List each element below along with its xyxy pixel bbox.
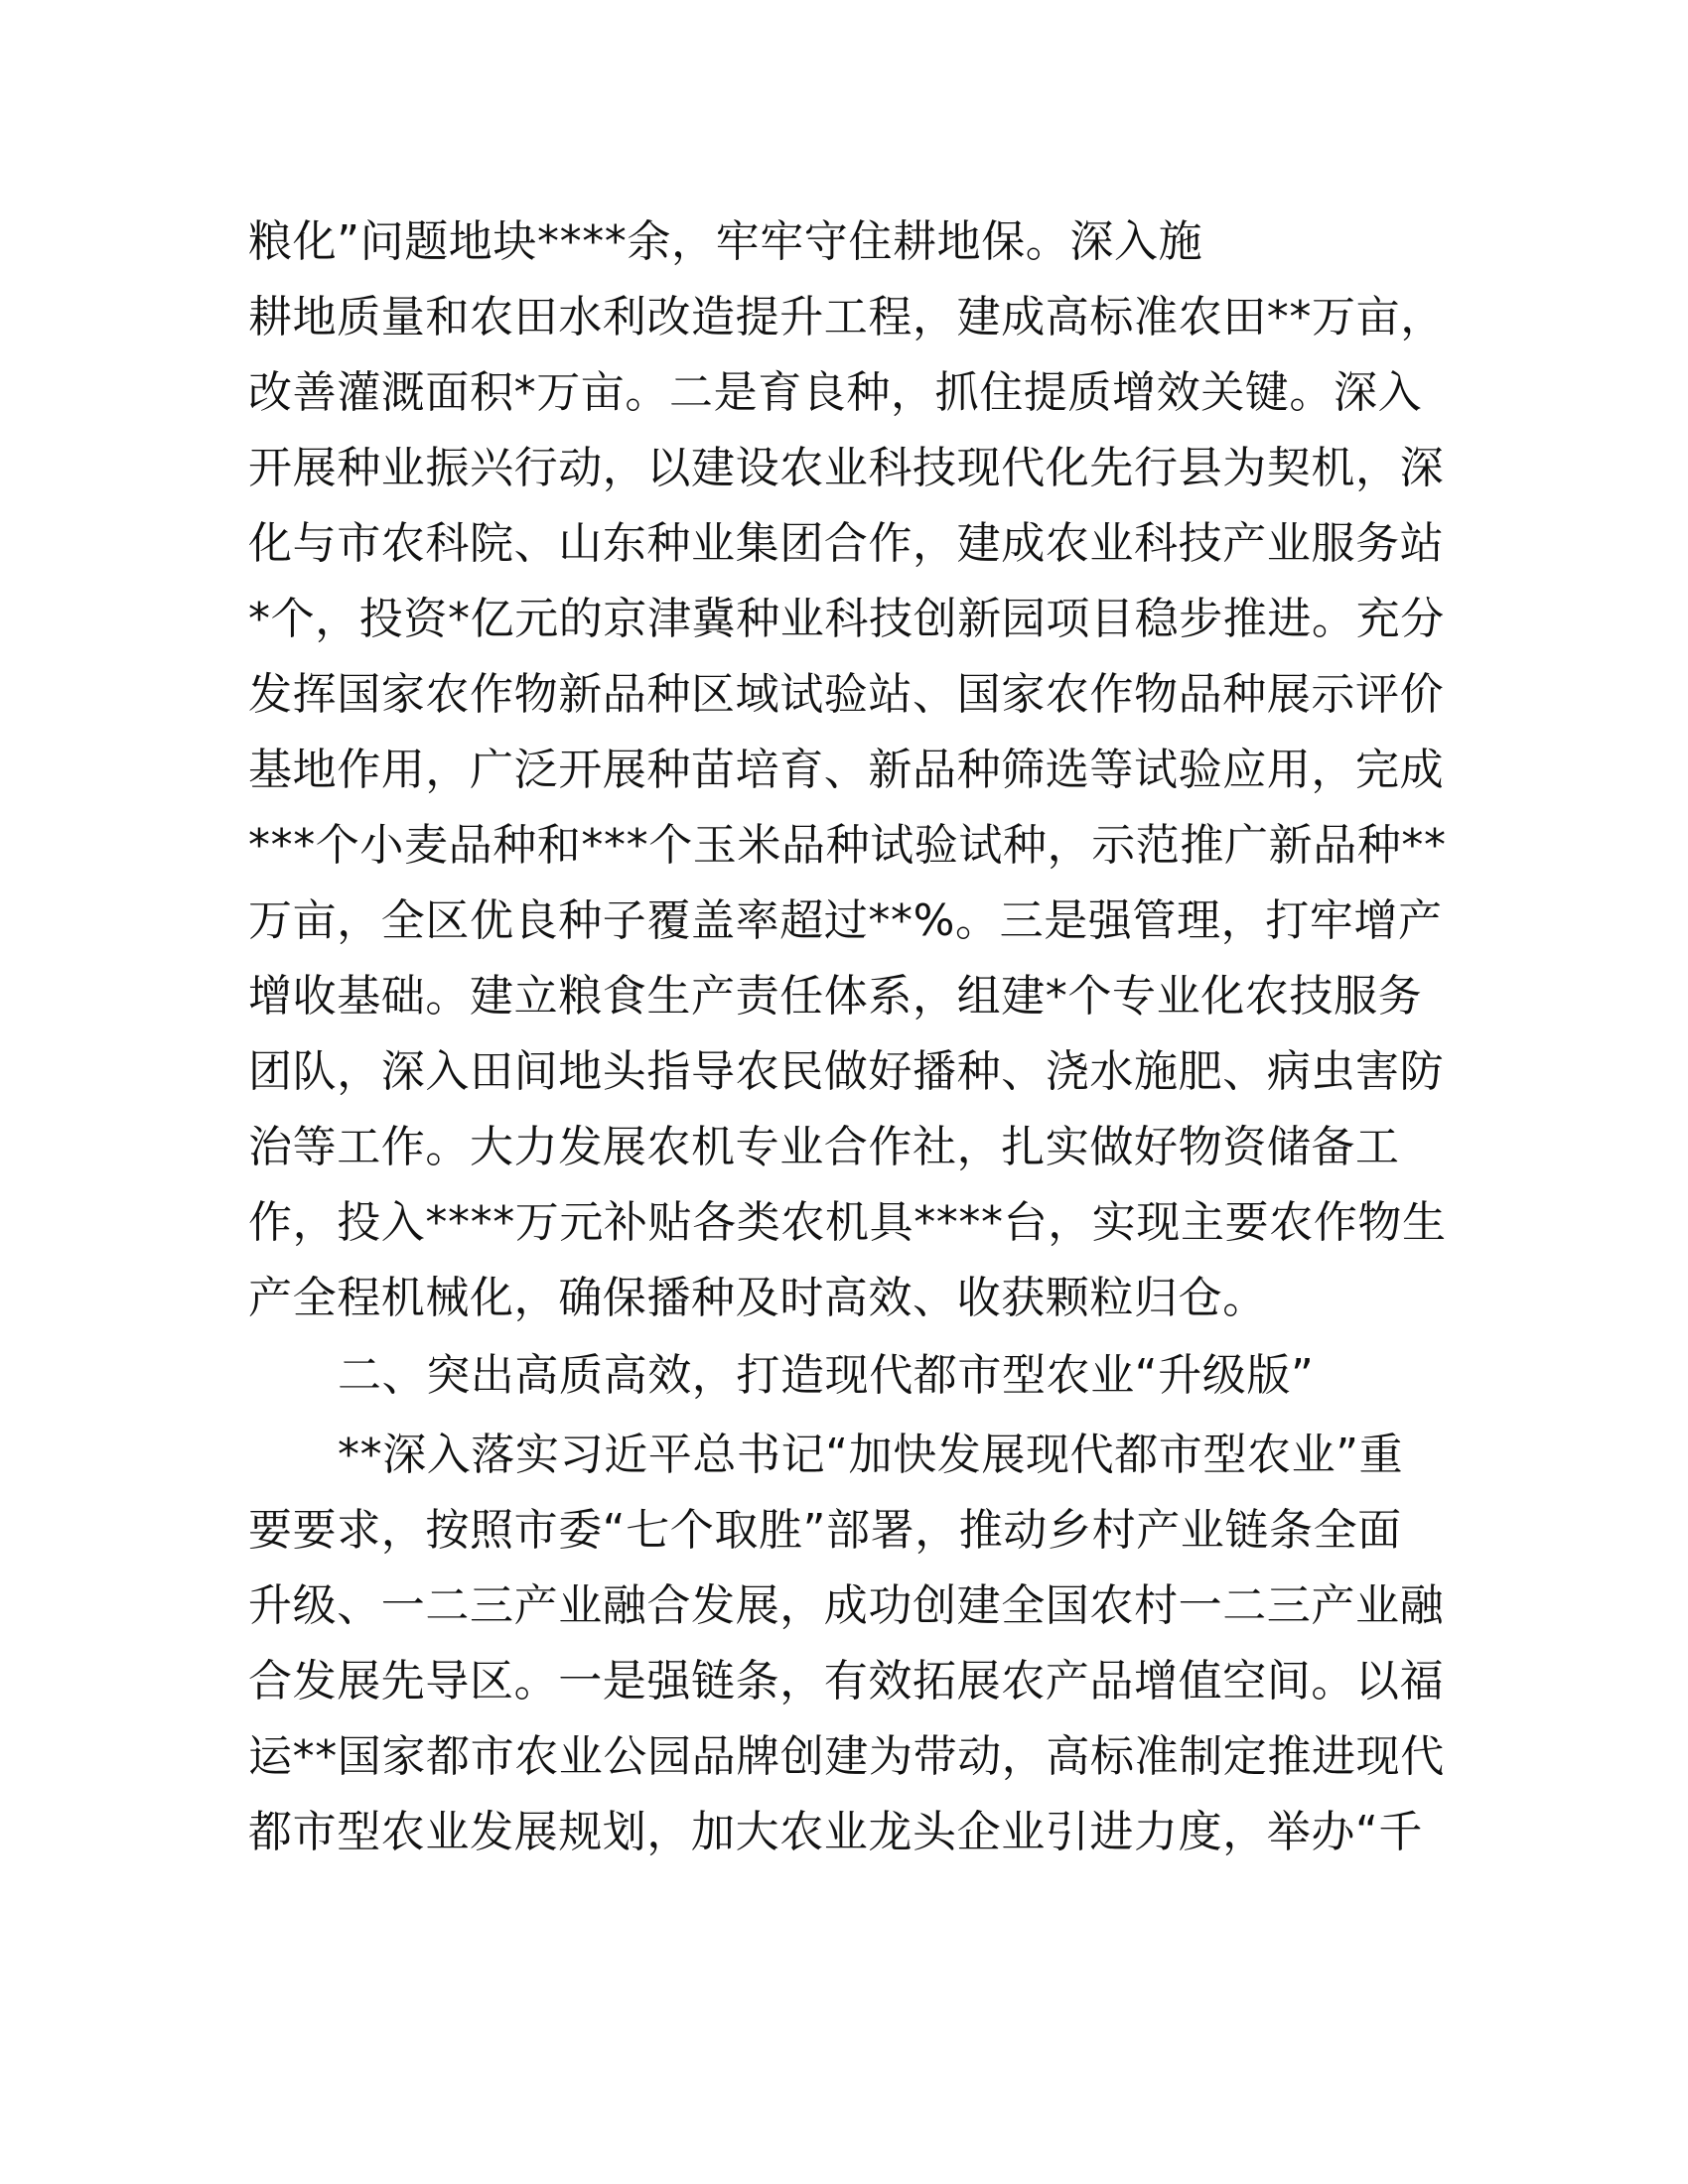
text-line: 产全程机械化，确保播种及时高效、收获颗粒归仓。 bbox=[248, 1273, 1267, 1323]
text-line: 团队，深入田间地头指导农民做好播种、浇水施肥、病虫害防 bbox=[248, 1046, 1445, 1097]
text-line: 升级、一二三产业融合发展，成功创建全国农村一二三产业融 bbox=[248, 1580, 1445, 1631]
text-line: 要要求，按照市委“七个取胜”部署，推动乡村产业链条全面 bbox=[248, 1505, 1402, 1556]
text-line: ***个小麦品种和***个玉米品种试验试种，示范推广新品种** bbox=[248, 820, 1447, 871]
text-line: 万亩，全区优良种子覆盖率超过**%。三是强管理，打牢增产 bbox=[248, 895, 1443, 946]
text-line: 改善灌溉面积*万亩。二是育良种，抓住提质增效关键。深入 bbox=[248, 367, 1423, 418]
text-line: 粮化”问题地块****余，牢牢守住耕地保。深入施 bbox=[248, 216, 1203, 267]
text-line: 耕地质量和农田水利改造提升工程，建成高标准农田**万亩， bbox=[248, 292, 1445, 342]
text-line: 发挥国家农作物新品种区域试验站、国家农作物品种展示评价 bbox=[248, 669, 1445, 720]
text-line: 开展种业振兴行动，以建设农业科技现代化先行县为契机，深 bbox=[248, 443, 1445, 493]
text-line: 增收基础。建立粮食生产责任体系，组建*个专业化农技服务 bbox=[248, 971, 1423, 1022]
text-line: 运**国家都市农业公园品牌创建为带动，高标准制定推进现代 bbox=[248, 1731, 1445, 1782]
text-line: 都市型农业发展规划，加大农业龙头企业引进力度，举办“千 bbox=[248, 1807, 1423, 1857]
text-line: 化与市农科院、山东种业集团合作，建成农业科技产业服务站 bbox=[248, 518, 1445, 569]
text-line: 基地作用，广泛开展种苗培育、新品种筛选等试验应用，完成 bbox=[248, 745, 1445, 795]
text-line: **深入落实习近平总书记“加快发展现代都市型农业”重 bbox=[338, 1430, 1404, 1480]
text-line: *个，投资*亿元的京津冀种业科技创新园项目稳步推进。充分 bbox=[248, 594, 1445, 644]
section-heading: 二、突出高质高效，打造现代都市型农业“升级版” bbox=[338, 1350, 1315, 1401]
text-line: 治等工作。大力发展农机专业合作社，扎实做好物资储备工 bbox=[248, 1122, 1400, 1172]
text-line: 作，投入****万元补贴各类农机具****台，实现主要农作物生 bbox=[248, 1197, 1447, 1248]
text-line: 合发展先导区。一是强链条，有效拓展农产品增值空间。以福 bbox=[248, 1656, 1445, 1706]
